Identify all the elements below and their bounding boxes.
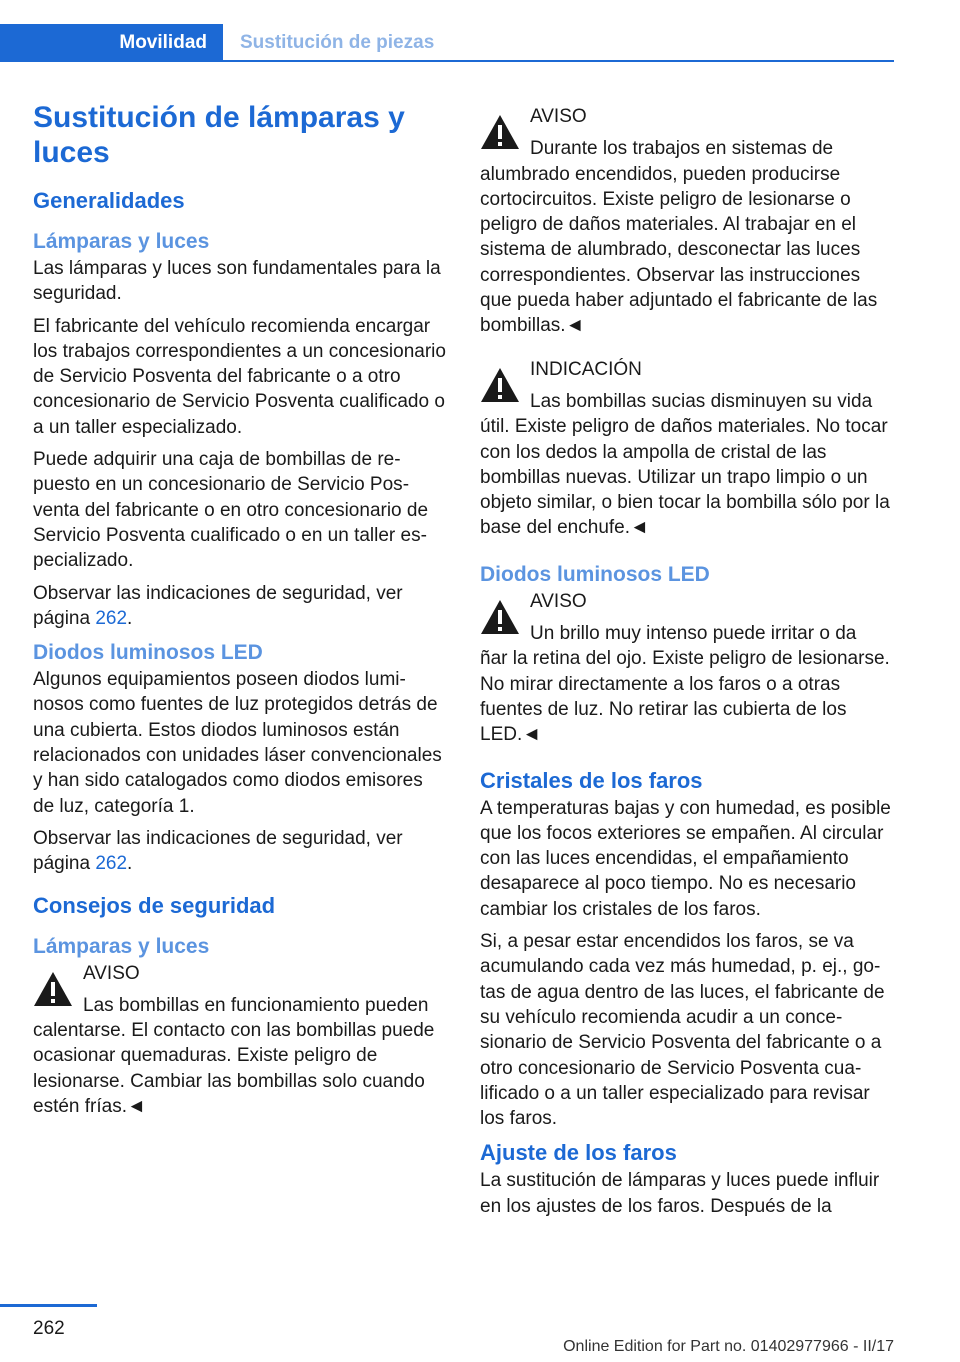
subsection-tab[interactable]: Sustitución de piezas [240, 31, 435, 53]
notice-title: INDICACIÓN [530, 358, 642, 380]
notice-text-first: Las bombillas sucias disminuyen su vida [530, 390, 873, 412]
warning-triangle-icon [33, 971, 73, 1007]
warning-text-first: Las bombillas en funcionamiento pueden [83, 994, 429, 1016]
notice-text-rest: útil. Existe peligro de daños materiales. No tocar con los dedos la ampolla de cristal de las bombillas nuevas. Utilizar un trapo limpio o un objeto similar, o bien tocar la bombilla sólo por la base del enchufe.◄ [480, 416, 890, 539]
heading-seguridad: Consejos de seguridad [33, 892, 276, 918]
heading-cristales: Cristales de los faros [480, 767, 703, 793]
edition-label: Online Edition for Part no. 01402977966 - II/17 [563, 1338, 894, 1355]
paragraph-with-link [33, 826, 447, 877]
warning-block [480, 104, 896, 339]
left-column [33, 100, 447, 1131]
paragraph: Si, a pesar estar encendidos los faros, se va acumulando cada vez más humedad, p. ej., gotas de agua dentro de las luces, el fabricante de su vehículo recomienda acudir a un concesionario de Servicio Posventa del fabricante o a otro concesionario de Servicio Posventa cualificado o a un taller especializado para revisar los faros. [480, 931, 885, 1130]
warning-text-rest: calentarse. El contacto con las bombillas puede ocasionar quemaduras. Existe peligro de lesionarse. Cambiar las bombillas solo cuando estén frías.◄ [33, 1020, 435, 1118]
paragraph: La sustitución de lámparas y luces puede influir en los ajustes de los faros. Después de la [480, 1170, 880, 1217]
heading-generalidades: Generalidades [33, 188, 185, 213]
heading-ajuste: Ajuste de los faros [480, 1140, 677, 1166]
warning-text-rest: ñar la retina del ojo. Existe peligro de lesionarse. No mirar directamente a los faros o a otras fuentes de luz. No retirar las cubierta de los LED.◄ [480, 648, 890, 746]
paragraph-text: Observar las indicaciones de seguridad, ver página [33, 827, 403, 875]
heading-lamparas-2: Lámparas y luces [33, 934, 210, 958]
page-number: 262 [33, 1318, 65, 1339]
warning-text [480, 136, 896, 338]
notice-block [480, 357, 896, 541]
warning-block [33, 961, 447, 1120]
warning-text [480, 621, 896, 747]
warning-text [33, 993, 447, 1119]
heading-led: Diodos luminosos LED [33, 641, 263, 665]
period: . [127, 607, 133, 629]
page-title: Sustitución de lámparas y luces [33, 101, 405, 169]
warning-text-first: Un brillo muy intenso puede irritar o da [530, 623, 857, 645]
paragraph: Puede adquirir una caja de bombillas de repuesto en un concesionario de Servicio Posventa del fabricante o en otro concesionario de Servicio Posventa cualificado o en un taller especializado. [33, 449, 429, 572]
paragraph-text: Observar las indicaciones de seguridad, ver página [33, 582, 403, 629]
page-link[interactable]: 262 [95, 853, 128, 875]
warning-text-first: Durante los trabajos en sistemas de [530, 138, 834, 160]
right-column [480, 104, 896, 1226]
notice-text [480, 389, 896, 541]
warning-triangle-icon [480, 367, 520, 403]
footer-rule [0, 1304, 97, 1307]
warning-text-rest: alumbrado encendidos, pueden producirse cortocircuitos. Existe peligro de lesionarse o peligro de daños materiales. Al trabajar en el sistema de alumbrado, desconectar las luces correspondientes. Observar las instrucciones que pueda haber adjuntado el fabricante de las bombillas.◄ [480, 163, 878, 337]
period: . [127, 853, 133, 875]
page-header [0, 0, 894, 62]
section-tab[interactable]: Movilidad [0, 24, 223, 61]
paragraph: El fabricante del vehículo recomienda encargar los trabajos correspondientes a un concesionario de Servicio Posventa del fabricante o a otro concesionario de Servicio Posventa cualificado o a un taller especializado. [33, 315, 446, 438]
header-rule [0, 60, 894, 62]
warning-triangle-icon [480, 114, 520, 150]
paragraph: Algunos equipamientos poseen diodos luminosos como fuentes de luz protegidos detrás de una cubierta. Estos diodos luminosos están relacionados con unidades láser convencionales y han sido catalogados como diodos emisores de luz, categoría 1. [33, 669, 442, 817]
heading-lamparas: Lámparas y luces [33, 230, 210, 253]
warning-title: AVISO [530, 590, 587, 612]
warning-triangle-icon [480, 599, 520, 635]
paragraph: Las lámparas y luces son fundamentales para la seguridad. [33, 258, 441, 305]
page-link[interactable]: 262 [95, 607, 128, 629]
warning-title: AVISO [530, 106, 587, 127]
warning-title: AVISO [83, 962, 140, 984]
warning-block [480, 589, 896, 748]
paragraph: A temperaturas bajas y con humedad, es posible que los focos exteriores se empañen. Al circular con las luces encendidas, el empañamiento desaparece al poco tiempo. No es necesario cambiar los cristales de los faros. [480, 797, 891, 920]
paragraph-with-link [33, 581, 447, 632]
heading-led-right: Diodos luminosos LED [480, 562, 710, 586]
